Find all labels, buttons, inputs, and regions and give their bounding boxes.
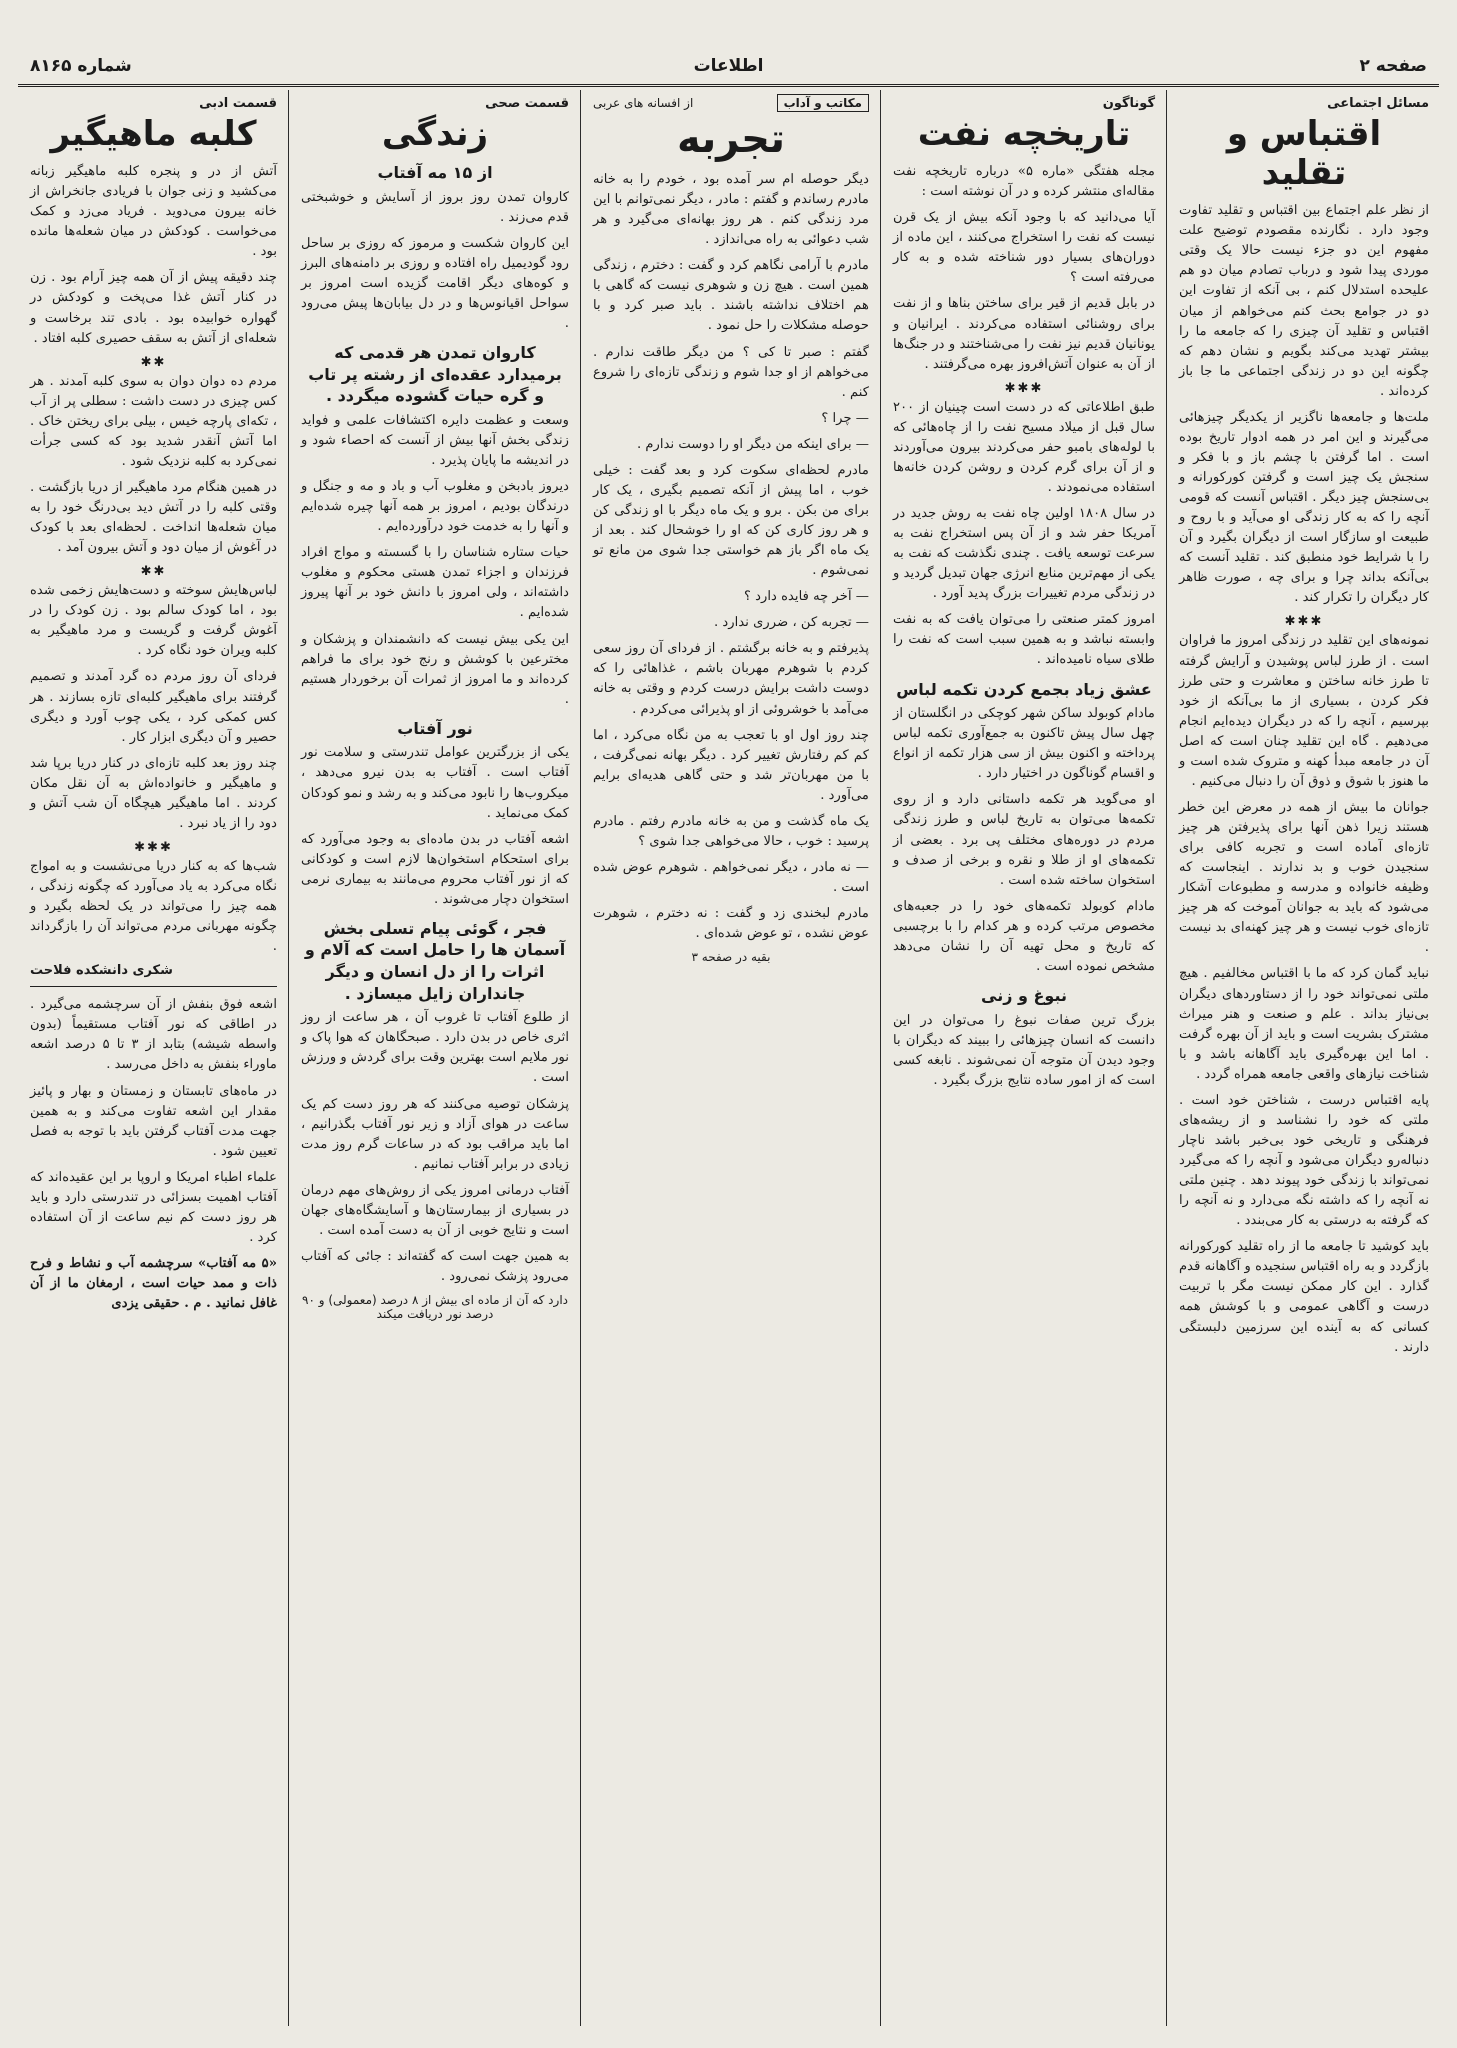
article-paragraph: چند دقیقه پیش از آن همه چیز آرام بود . زن در کنار آتش غذا می‌پخت و کودکش در گهواره خوابیده بود . بادی تند برخاست و شعله‌ای از آتش به سقف حصیری کلبه افتاد .	[30, 270, 277, 346]
article-headline: کلبه ماهیگیر	[50, 114, 257, 154]
article-paragraph: اشعه آفتاب در بدن ماده‌ای به وجود می‌آورد که برای استحکام استخوان‌ها لازم است و کودکانی که از نور آفتاب محروم می‌مانند به بیماری نرمی استخوان دچار می‌شوند .	[301, 831, 569, 907]
article-paragraph: مادرم لبخندی زد و گفت : نه دخترم ، شوهرت عوض نشده ، تو عوض شده‌ای .	[593, 906, 869, 942]
section-rubric: قسمت صحی	[485, 96, 569, 111]
article-paragraph: — برای اینکه من دیگر او را دوست ندارم .	[636, 436, 869, 452]
article-paragraph: در ماه‌های تابستان و زمستان و بهار و پائیز مقدار این اشعه تفاوت می‌کند و به همین جهت مدت آفتاب گرفتن باید با توجه به فصل تعیین شود .	[30, 1083, 277, 1159]
article-paragraph: چند روز اول او با تعجب به من نگاه می‌کرد ، اما کم کم رفتارش تغییر کرد . دیگر بهانه نمی‌گرفت ، با من مهربان‌تر شد و حتی گاهی هدیه‌ای برایم می‌آورد .	[593, 727, 869, 803]
article-paragraph: گفتم : صبر تا کی ؟ من دیگر طاقت ندارم . می‌خواهم از او جدا شوم و زندگی تازه‌ای را شروع کنم .	[593, 344, 869, 400]
article-paragraph: آیا می‌دانید که با وجود آنکه بیش از یک قرن نیست که نفت را استخراج می‌کنند ، این ماده از دوران‌های بسیار دور شناخته شده و به کار می‌رفته است ؟	[893, 210, 1155, 286]
article-paragraph: پایه اقتباس درست ، شناختن خود است . ملتی که خود را نشناسد و از ریشه‌های فرهنگی و تاریخی خود بی‌خبر باشد ناچار دنباله‌رو دیگران می‌شود و آنچه را که می‌گیرد نمی‌تواند با زندگی خود پیوند دهد . چنین ملتی نه آنچه را که داشته نگه می‌دارد و نه آنچه را که گرفته به درستی به کار می‌بندد .	[1179, 1092, 1429, 1229]
article-paragraph: در همین هنگام مرد ماهیگیر از دریا بازگشت . وقتی کلبه را در آتش دید بی‌درنگ خود را به میان شعله‌ها انداخت . لحظه‌ای بعد با کودک در آغوش از میان دود و آتش بیرون آمد .	[30, 479, 277, 556]
article-paragraph: پزشکان توصیه می‌کنند که هر روز دست کم یک ساعت در هوای آزاد و زیر نور آفتاب بگذرانیم ، اما باید مراقب بود که در ساعات گرم روز مدت زیادی در برابر آفتاب نمانیم .	[301, 1096, 569, 1172]
article-headline: تاریخچه نفت	[917, 114, 1131, 154]
article-paragraph: چند روز بعد کلبه تازه‌ای در کنار دریا برپا شد و ماهیگیر و خانواده‌اش به آن نقل مکان کردند . اما ماهیگیر هیچگاه آن شب آتش و دود را از یاد نبرد .	[30, 755, 277, 831]
article-paragraph: کاروان تمدن روز بروز از آسایش و خوشبختی قدم می‌زند .	[301, 189, 569, 225]
article-paragraph: — تجربه کن ، ضرری ندارد .	[714, 615, 869, 631]
article-paragraph: شب‌ها که به کنار دریا می‌نشست و به امواج نگاه می‌کرد به یاد می‌آورد که چگونه زندگی ، همه چیز را می‌تواند در یک لحظه بگیرد و چگونه مهربانی مردم می‌تواند آن را بازگرداند .	[30, 858, 277, 955]
article-paragraph: یک ماه گذشت و من به خانه مادرم رفتم . مادرم پرسید : خوب ، حالا می‌خواهی جدا شوی ؟	[593, 813, 869, 849]
separator-stars: ✱✱	[140, 564, 167, 580]
masthead-rule	[18, 84, 1439, 87]
separator-stars: ✱✱✱	[1284, 614, 1324, 630]
article-subline: از ۱۵ مه آفتاب	[377, 163, 493, 183]
article-paragraph: امروز کمتر صنعتی را می‌توان یافت که به نفت وابسته نباشد و به همین سبب است که نفت را طلای سیاه نامیده‌اند .	[893, 612, 1155, 668]
article-paragraph: ملت‌ها و جامعه‌ها ناگزیر از یکدیگر چیزهائی می‌گیرند و این امر در همه ادوار تاریخ بوده است . اما گرفتن با چشم باز و با فکر و سنجش یک چیز است و گرفتن کورکورانه و بی‌سنجش چیز دیگر . اقتباس آنست که قومی آنچه را که به کار زندگی او می‌آید و با روح و طبیعت او سازگار است از دیگران بگیرد و آن را با شرایط خود منطبق کند . تقلید آنست که بی‌آنکه بداند چرا و برای چه ، صورت ظاهر کار دیگران را تکرار کند .	[1179, 409, 1429, 606]
author-signature: شکری دانشکده فلاحت	[30, 963, 173, 979]
article-paragraph: اشعه فوق بنفش از آن سرچشمه می‌گیرد . در اطاقی که نور آفتاب مستقیماً (بدون واسطه شیشه) بتابد از ۳ تا ۵ درصد اشعه ماوراء بنفش به داخل می‌رسد .	[30, 997, 278, 1073]
column-divider	[1166, 90, 1167, 2026]
page-number: صفحه ۲	[1359, 56, 1427, 76]
separator-stars: ✱✱	[140, 354, 167, 370]
column-health-life	[291, 90, 579, 2026]
article-paragraph: او می‌گوید هر تکمه داستانی دارد و از روی تکمه‌ها می‌توان به تاریخ لباس و طرز زندگی مردم در دوره‌های مختلف پی برد . بعضی از تکمه‌های او از طلا و نقره و برخی از صدف و استخوان ساخته شده است .	[893, 792, 1155, 888]
section-rubric: مسائل اجتماعی	[1327, 96, 1429, 111]
story-kicker	[593, 94, 869, 112]
issue-number: شماره ۸۱۶۵	[30, 56, 132, 76]
article-paragraph: لباس‌هایش سوخته و دست‌هایش زخمی شده بود ، اما کودک سالم بود . زن کودک را در آغوش گرفت و گریست و مرد ماهیگیر به کلبه ویران خود نگاه کرد .	[30, 583, 277, 659]
kicker-text: از افسانه های عربی	[593, 96, 694, 110]
article-paragraph: این یکی بیش نیست که دانشمندان و پزشکان و مخترعین با کوشش و رنج خود برای ما فراهم کرده‌اند و ما امروز از ثمرات آن برخوردار هستیم .	[301, 631, 569, 707]
article-paragraph: نباید گمان کرد که ما با اقتباس مخالفیم . هیچ ملتی نمی‌تواند خود را از دستاوردهای دیگران بی‌نیاز بداند . علم و صنعت و هنر میراث مشترک بشریت است و باید از آن بهره گرفت . اما این بهره‌گیری باید آگاهانه باشد و با شناخت نیازهای واقعی جامعه همراه گردد .	[1179, 966, 1429, 1082]
separator-stars: ✱✱✱	[1004, 380, 1044, 396]
article-paragraph: مردم ده دوان دوان به سوی کلبه آمدند . هر کس چیزی در دست داشت : سطلی پر از آب ، تکه‌ای پارچه خیس ، بیلی برای ریختن خاک . اما آتش آنقدر شدید بود که کسی جرأت نمی‌کرد به کلبه نزدیک شود .	[30, 373, 277, 469]
continued-note: دارد که آن از ماده ای بیش از ۸ درصد (معمولی) و ۹۰ درصد نور دریافت میکند	[302, 1293, 568, 1322]
article-paragraph: مادام کوبولد تکمه‌های خود را در جعبه‌های مخصوص مرتب کرده و هر کدام را با برچسبی که تاریخ و محل تهیه آن را نشان می‌دهد مشخص نموده است .	[893, 898, 1155, 974]
masthead	[22, 52, 1435, 82]
article-paragraph: — آخر چه فایده دارد ؟	[743, 589, 869, 605]
column-divider	[288, 90, 289, 2026]
article-paragraph: وسعت و عظمت دایره اکتشافات علمی و فواید زندگی بخش آنها بیش از آنست که احصاء شود و در اندیشه ما پایان پذیرد .	[301, 412, 569, 469]
section-rule	[30, 986, 277, 987]
column-literary	[20, 90, 287, 2026]
article-paragraph: آتش از در و پنجره کلبه ماهیگیر زبانه می‌کشید و زنی جوان با فریادی جانخراش از خانه بیرون می‌دوید . فریاد می‌زد و کمک می‌خواست . کودکش در میان شعله‌ها مانده بود .	[30, 164, 277, 260]
article-paragraph: باید کوشید تا جامعه ما از راه تقلید کورکورانه بازگردد و به راه اقتباس سنجیده و آگاهانه قدم گذارد . این کار ممکن نیست مگر با تربیت درست و آگاهی عمومی و با کوشش همه کسانی که به آینده این سرزمین دلبستگی دارند .	[1179, 1239, 1429, 1355]
article-paragraph: در سال ۱۸۰۸ اولین چاه نفت به روش جدید در آمریکا حفر شد و از آن پس استخراج نفت به سرعت توسعه یافت . چندی نگذشت که نفت به یکی از مهم‌ترین منابع انرژی جهان تبدیل گردید و در زندگی مردم تغییرات بزرگ پدید آورد .	[893, 506, 1155, 602]
column-divider	[580, 90, 581, 2026]
continued-note: بقیه در صفحه ۳	[691, 950, 771, 965]
section-rubric: گوناگون	[1102, 96, 1155, 111]
article-paragraph: از نظر علم اجتماع بین اقتباس و تقلید تفاوت وجود دارد . نگارنده مقصودم توضیح علت مفهوم این دو جزء نیست حالا یک وقتی موردی پیدا شود و درباب تصادم میان دو هم علیحده استدلال کنم ، بی آنکه از تفاوت این دو در جوامع بحث کنم می‌خواهم از میان اقتباس و تقلید آن چیزی را که جامعه ما را بیشتر تهدید می‌کند بگویم و نشان دهم که چگونه این دو در زندگی اجتماعی ما جا باز کرده‌اند .	[1179, 203, 1429, 399]
article-headline: تجربه	[676, 116, 785, 162]
article-subhead: فجر ، گوئی پیام تسلی بخش آسمان ها را حامل است که آلام و اثرات را از دل انسان و دیگر جانداران زایل میسازد .	[304, 918, 566, 1003]
article-paragraph: دیگر حوصله ام سر آمده بود ، خودم را به خانه مادرم رساندم و گفتم : مادر ، دیگر نمی‌توانم با این مرد زندگی کنم . هر روز بهانه‌ای می‌گیرد و هر شب دعوائی به راه می‌اندازد .	[593, 172, 869, 248]
article-headline: اقتباس و تقلید	[1226, 114, 1382, 194]
article-paragraph: — چرا ؟	[821, 410, 869, 426]
article-paragraph: مجله هفتگی «ماره ۵» درباره تاریخچه نفت مقاله‌ای منتشر کرده و در آن نوشته است :	[893, 164, 1155, 200]
article-headline: زندگی	[381, 114, 489, 154]
article-paragraph: یکی از بزرگترین عوامل تندرستی و سلامت نور آفتاب است . آفتاب به بدن نیرو می‌دهد ، میکروب‌ها را نابود می‌کند و به رشد و نمو کودکان کمک می‌نماید .	[301, 745, 569, 821]
article-subhead: عشق زیاد بجمع کردن تکمه لباس	[896, 679, 1152, 699]
paper-name: اطلاعات	[693, 56, 764, 76]
article-paragraph: مادرم لحظه‌ای سکوت کرد و بعد گفت : خیلی خوب ، اما پیش از آنکه تصمیم بگیری ، یک کار برای من بکن . برو و یک ماه دیگر با او زندگی کن و هر روز کاری کن که او را خوشحال کند . بعد از یک ماه اگر باز هم خواستی جدا شوی من مانع تو نمی‌شوم .	[593, 462, 869, 579]
section-rubric: قسمت ادبی	[199, 96, 277, 111]
article-paragraph: — نه مادر ، دیگر نمی‌خواهم . شوهرم عوض شده است .	[593, 859, 869, 895]
article-paragraph: به همین جهت است که گفته‌اند : جائی که آفتاب می‌رود پزشک نمی‌رود .	[301, 1248, 569, 1284]
article-subhead: کاروان تمدن هر قدمی که برمیدارد عقده‌ای از رشته پر تاب و گره حیات گشوده میگردد .	[308, 343, 562, 406]
article-paragraph: دیروز بادبخن و مغلوب آب و باد و مه و جنگل و درندگان بودیم ، امروز بر همه آنها چیره شده‌ایم و آنها را به خدمت خود درآورده‌ایم .	[301, 479, 569, 535]
article-subhead: نور آفتاب	[397, 718, 473, 738]
article-paragraph: مادام کوبولد ساکن شهر کوچکی در انگلستان از چهل سال پیش تاکنون به جمع‌آوری تکمه لباس پرداخته و اکنون بیش از سی هزار تکمه از انواع و اقسام گوناگون در اختیار دارد .	[893, 706, 1155, 782]
separator-stars: ✱✱✱	[134, 839, 173, 855]
article-paragraph: طبق اطلاعاتی که در دست است چینیان از ۲۰۰ سال قبل از میلاد مسیح نفت را از چاه‌هائی که با لوله‌های بامبو حفر می‌کردند بیرون می‌آوردند و از آن برای گرم کردن و روشن کردن خانه‌ها استفاده می‌نمودند .	[893, 399, 1155, 495]
article-paragraph: حیات ستاره شناسان را با گسسته و مواج افراد فرزندان و اجزاء تمدن هستی محکوم و مغلوب داشته‌اند ، ولی امروز با دانش خود بر آنها پیروز شده‌ایم .	[301, 545, 569, 621]
column-divider	[880, 90, 881, 2026]
article-paragraph: پذیرفتم و به خانه برگشتم . از فردای آن روز سعی کردم با شوهرم مهربان باشم ، غذاهائی را که دوست داشت برایش درست کردم و وقتی به خانه می‌آمد با خوشروئی از او پذیرائی می‌کردم .	[593, 641, 869, 717]
article-credit: «۵ مه آفتاب» سرچشمه آب و نشاط و فرح ذات و ممد حیات است ، ارمغان ما از آن غافل نمانید . م . حقیقی یزدی	[30, 1256, 277, 1312]
article-paragraph: از طلوع آفتاب تا غروب آن ، هر ساعت از روز اثری خاص در بدن دارد . صبحگاهان که هوا پاک و نور ملایم است بهترین وقت برای گردش و ورزش است .	[301, 1010, 569, 1086]
article-paragraph: بزرگ ترین صفات نبوغ را می‌توان در این دانست که انسان چیزهائی را ببیند که دیگران با وجود دیدن آن متوجه آن نمی‌شوند . نابغه کسی است که از امور ساده نتایج بزرگ بگیرد .	[893, 1012, 1155, 1088]
article-paragraph: فردای آن روز مردم ده گرد آمدند و تصمیم گرفتند برای ماهیگیر کلبه‌ای تازه بسازند . هر کس کمکی کرد ، یکی چوب آورد و دیگری حصیر و آن دیگری ابزار کار .	[30, 669, 277, 745]
column-miscellaneous	[883, 90, 1165, 2026]
kicker-box: مکاتب و آداب	[777, 94, 869, 112]
column-social-issues	[1169, 90, 1439, 2026]
article-paragraph: جوانان ما بیش از همه در معرض این خطر هستند زیرا ذهن آنها برای پذیرفتن هر چیز تازه‌ای آماده است و تجربه کافی برای سنجیدن خوب و بد ندارند . اینجاست که وظیفه خانواده و مدرسه و مطبوعات آشکار می‌شود که باید به جوانان آموخت که هر چیز تازه‌ای خوب نیست و هر چیز کهنه‌ای بد نیست .	[1179, 799, 1429, 956]
article-paragraph: مادرم با آرامی نگاهم کرد و گفت : دخترم ، زندگی همین است . هیچ زن و شوهری نیست که گاهی با هم اختلاف نداشته باشند . باید صبر کرد و با حوصله مشکلات را حل نمود .	[593, 258, 869, 334]
column-experience-story	[583, 90, 879, 2026]
article-paragraph: آفتاب درمانی امروز یکی از روش‌های مهم درمان در بسیاری از بیمارستان‌ها و آسایشگاه‌های جهان است و نتایج خوبی از آن به دست آمده است .	[301, 1182, 569, 1238]
article-paragraph: نمونه‌های این تقلید در زندگی امروز ما فراوان است . از طرز لباس پوشیدن و آرایش گرفته تا طرز خانه ساختن و معاشرت و حتی طرز فکر کردن ، بسیاری از ما بی‌آنکه از خود بپرسیم ، آنچه را که در دیگران دیده‌ایم انجام می‌دهیم . گاه این تقلید چنان است که اصل آن در جامعه مبدأ کهنه و متروک شده است و ما هنوز با شوق و ذوق آن را دنبال می‌کنیم .	[1179, 633, 1429, 789]
article-paragraph: علماء اطباء امریکا و اروپا بر این عقیده‌اند که آفتاب اهمیت بسزائی در تندرستی دارد و باید هر روز دست کم نیم ساعت از آن استفاده کرد .	[30, 1169, 277, 1245]
article-paragraph: در بابل قدیم از قیر برای ساختن بناها و از نفت برای روشنائی استفاده می‌کردند . ایرانیان و یونانیان قدیم نیز نفت را می‌شناختند و در جنگ‌ها از آن به عنوان آتش‌افروز بهره می‌گرفتند .	[893, 296, 1155, 372]
article-paragraph: این کاروان شکست و مرموز که روزی بر ساحل رود گودیمیل راه افتاده و روزی بر دامنه‌های البرز و کوه‌های دیگر اقامت گزیده است امروز بر سواحل اقیانوس‌ها و در دل بیابان‌ها پیش می‌رود .	[301, 235, 569, 332]
article-subhead: نبوغ و زنی	[981, 985, 1067, 1005]
